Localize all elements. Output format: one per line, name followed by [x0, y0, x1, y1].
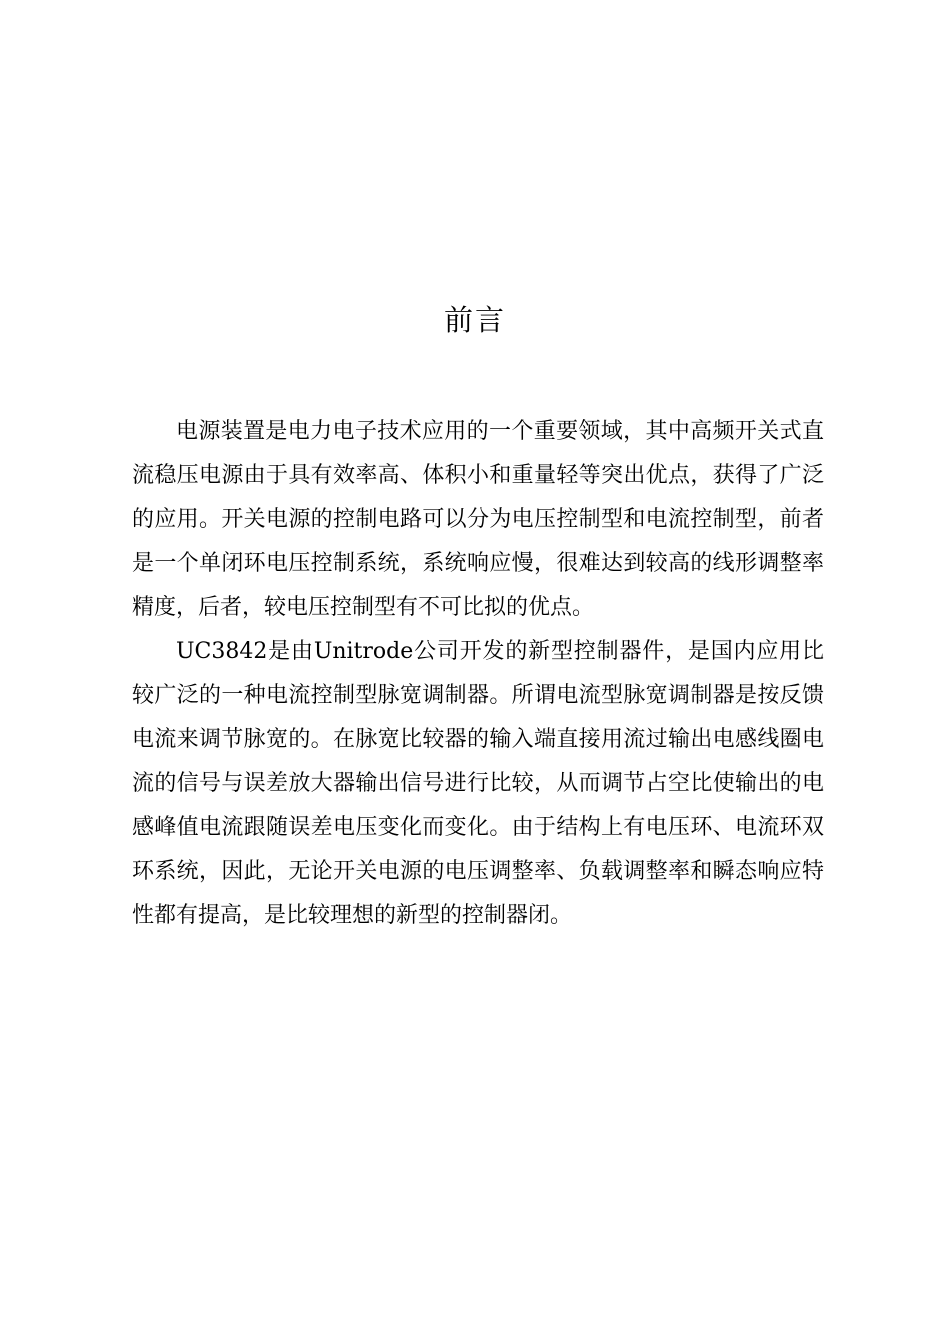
page-title: 前言: [443, 303, 506, 337]
body-text: [132, 410, 824, 938]
paragraph-1: 电源装置是电力电子技术应用的一个重要领域，其中高频开关式直流稳压电源由于具有效率高、体积小和重量轻等突出优点，获得了广泛的应用。开关电源的控制电路可以分为电压控制型和电流控制型，前者是一个单闭环电压控制系统，系统响应慢，很难达到较高的线形调整率精度，后者，较电压控制型有不可比拟的优点。: [132, 419, 824, 620]
paragraph-2: UC3842是由Unitrode公司开发的新型控制器件，是国内应用比较广泛的一种电流控制型脉宽调制器。所谓电流型脉宽调制器是按反馈电流来调节脉宽的。在脉宽比较器的输入端直接用流过输出电感线圈电流的信号与误差放大器输出信号进行比较，从而调节占空比使输出的电感峰值电流跟随误差电压变化而变化。由于结构上有电压环、电流环双环系统，因此，无论开关电源的电压调整率、负载调整率和瞬态响应特性都有提高，是比较理想的新型的控制器闭。: [132, 639, 824, 928]
